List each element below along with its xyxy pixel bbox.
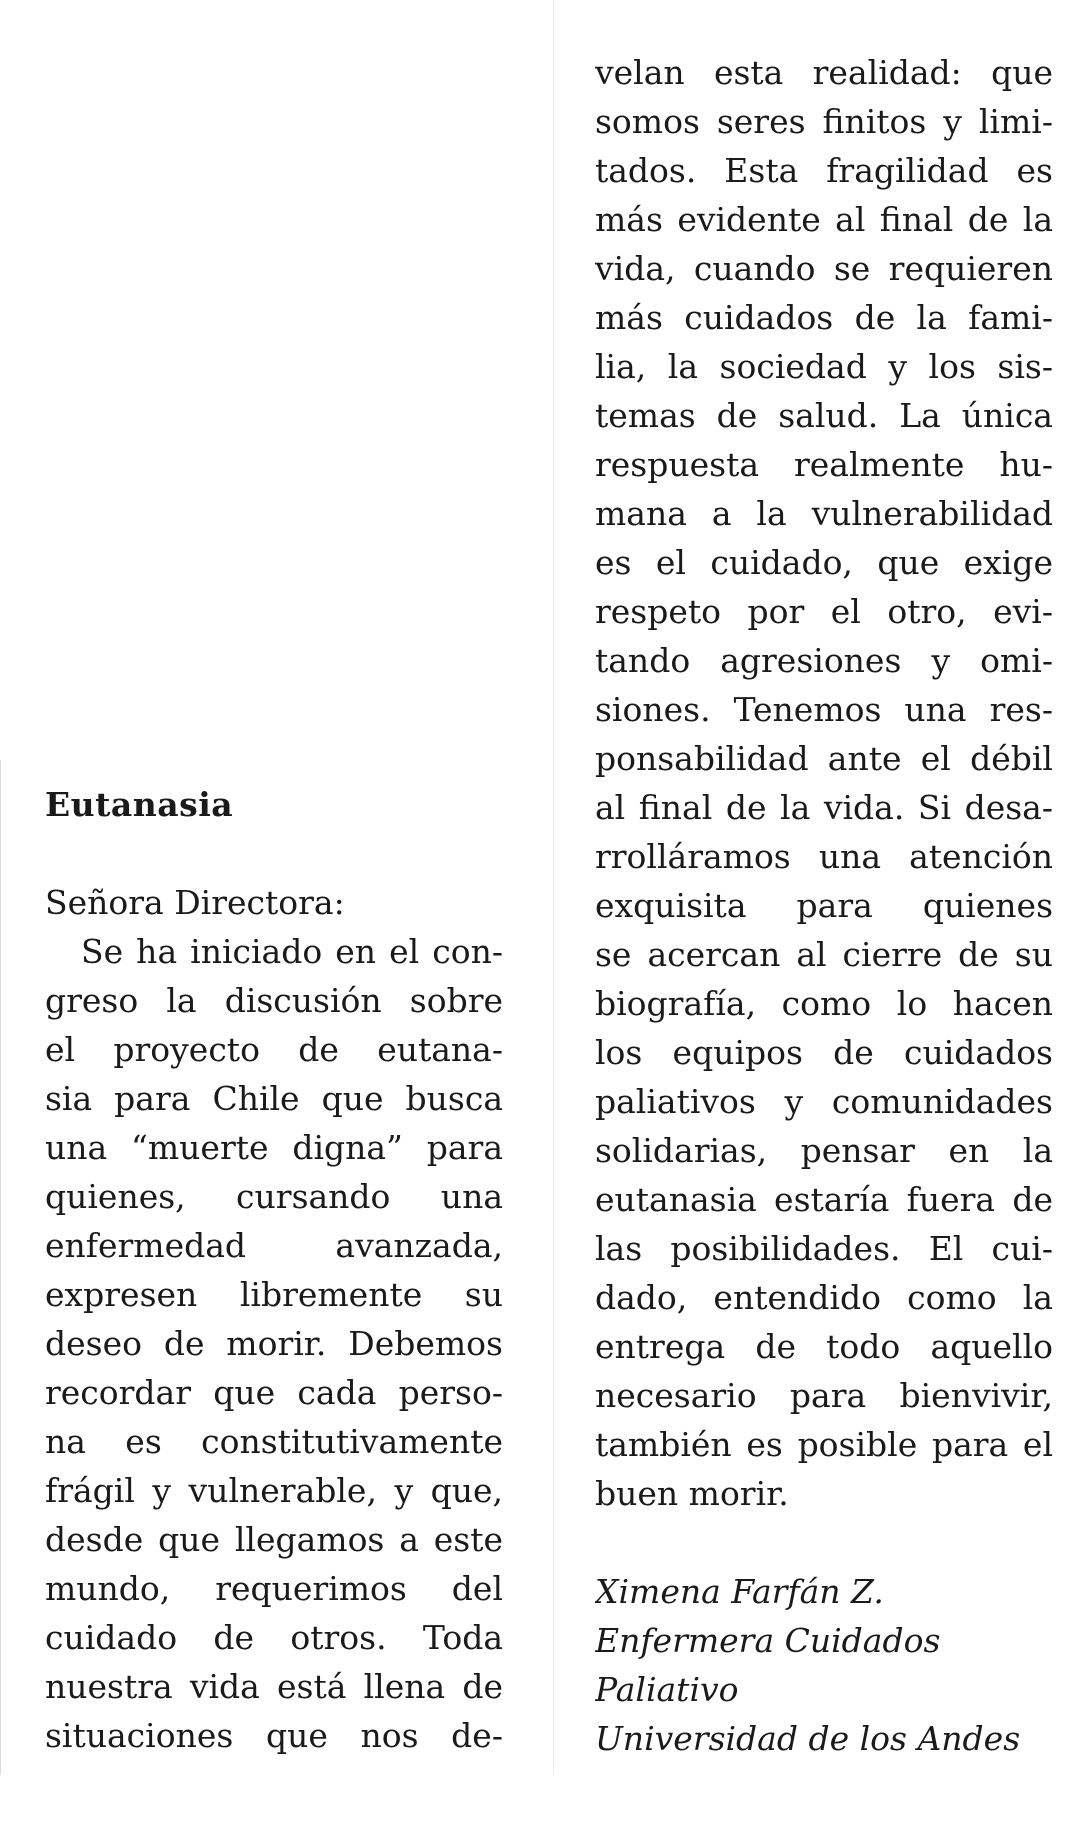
- body-line: más cuidados de la fami-: [595, 298, 1053, 337]
- body-line: solidarias, pensar en la: [595, 1131, 1053, 1170]
- body-line: dado, entendido como la: [595, 1278, 1053, 1317]
- body-line: los equipos de cuidados: [595, 1033, 1053, 1072]
- spacer: [45, 829, 503, 878]
- body-line: también es posible para el: [595, 1425, 1053, 1464]
- signature-title-1: Enfermera Cuidados: [595, 1621, 941, 1660]
- spacer: [595, 1518, 1053, 1567]
- signature-name: Ximena Farfán Z.: [595, 1572, 884, 1611]
- body-line: paliativos y comunidades: [595, 1082, 1053, 1121]
- body-line: na es constitutivamente: [45, 1422, 503, 1461]
- body-line: temas de salud. La única: [595, 396, 1053, 435]
- body-line: rrolláramos una atención: [595, 837, 1053, 876]
- body-line: enfermedad avanzada,: [45, 1226, 503, 1265]
- body-line: se acercan al cierre de su: [595, 935, 1053, 974]
- body-line: somos seres finitos y limi-: [595, 102, 1053, 141]
- body-line: más evidente al final de la: [595, 200, 1053, 239]
- body-line: tando agresiones y omi-: [595, 641, 1053, 680]
- left-column-rule: [0, 760, 1, 1775]
- body-line: respuesta realmente hu-: [595, 445, 1053, 484]
- right-column: [595, 48, 1053, 1763]
- body-line: una “muerte digna” para: [45, 1128, 503, 1167]
- left-column: [45, 780, 503, 1760]
- body-line: necesario para bienvivir,: [595, 1376, 1053, 1415]
- body-line: vida, cuando se requieren: [595, 249, 1053, 288]
- body-line: recordar que cada perso-: [45, 1373, 503, 1412]
- body-line: deseo de morir. Debemos: [45, 1324, 503, 1363]
- body-line: las posibilidades. El cui-: [595, 1229, 1053, 1268]
- body-line-last: buen morir.: [595, 1474, 789, 1513]
- body-line: respeto por el otro, evi-: [595, 592, 1053, 631]
- body-line: el proyecto de eutana-: [45, 1030, 503, 1069]
- salutation: Señora Directora:: [45, 883, 345, 922]
- body-line: exquisita para quienes: [595, 886, 1053, 925]
- body-line: desde que llegamos a este: [45, 1520, 503, 1559]
- body-line: nuestra vida está llena de: [45, 1667, 503, 1706]
- body-line: eutanasia estaría fuera de: [595, 1180, 1053, 1219]
- body-line: expresen libremente su: [45, 1275, 503, 1314]
- body-line: velan esta realidad: que: [595, 53, 1053, 92]
- body-line: quienes, cursando una: [45, 1177, 503, 1216]
- body-line: es el cuidado, que exige: [595, 543, 1053, 582]
- signature-institution: Universidad de los Andes: [595, 1719, 1021, 1758]
- headline: Eutanasia: [45, 785, 234, 824]
- body-line: Se ha iniciado en el con-: [81, 932, 503, 971]
- column-divider: [553, 0, 554, 1775]
- signature-title-2: Paliativo: [595, 1670, 739, 1709]
- body-line: mundo, requerimos del: [45, 1569, 503, 1608]
- body-line: cuidado de otros. Toda: [45, 1618, 503, 1657]
- body-line: lia, la sociedad y los sis-: [595, 347, 1053, 386]
- body-line: frágil y vulnerable, y que,: [45, 1471, 503, 1510]
- body-line: biografía, como lo hacen: [595, 984, 1053, 1023]
- body-line: greso la discusión sobre: [45, 981, 503, 1020]
- body-line: entrega de todo aquello: [595, 1327, 1053, 1366]
- body-line: mana a la vulnerabilidad: [595, 494, 1053, 533]
- body-line: siones. Tenemos una res-: [595, 690, 1053, 729]
- body-line: sia para Chile que busca: [45, 1079, 503, 1118]
- body-line: al final de la vida. Si desa-: [595, 788, 1053, 827]
- body-line: ponsabilidad ante el débil: [595, 739, 1053, 778]
- body-line: tados. Esta fragilidad es: [595, 151, 1053, 190]
- body-line: situaciones que nos de-: [45, 1716, 503, 1755]
